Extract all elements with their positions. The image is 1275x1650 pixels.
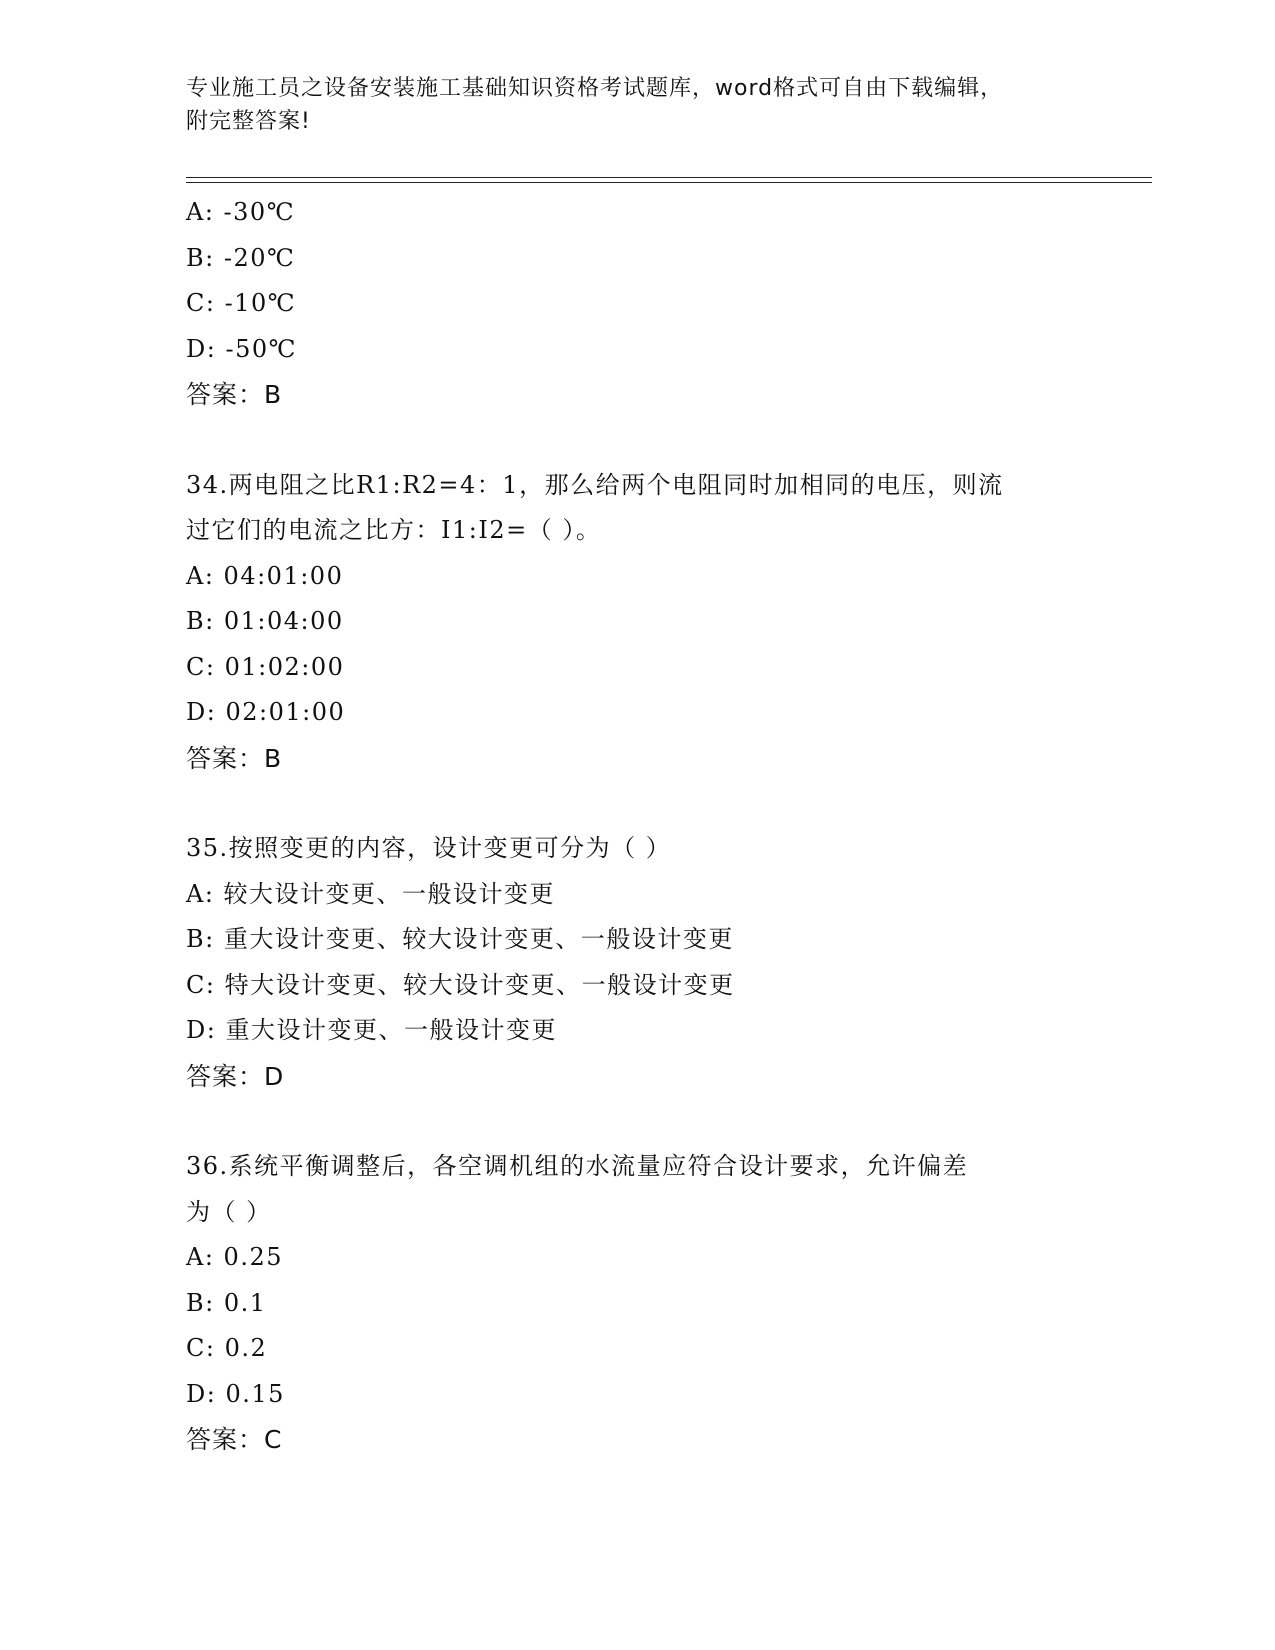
question-list	[186, 190, 1086, 1463]
option-d: D: 0.15	[186, 1379, 285, 1408]
option-a: A: 0.25	[186, 1243, 283, 1271]
option-a: A: 较大设计变更、一般设计变更	[186, 879, 556, 908]
option-c: C: 01:02:00	[186, 652, 345, 681]
header-rule-top	[186, 177, 1152, 178]
question-36	[186, 1144, 1086, 1463]
question-33	[186, 190, 1086, 418]
question-title-line-1: 36.系统平衡调整后，各空调机组的水流量应符合设计要求，允许偏差	[186, 1152, 969, 1180]
question-gap	[186, 1099, 1086, 1144]
option-b: B: 01:04:00	[186, 607, 344, 635]
option-d: D: -50℃	[186, 334, 297, 363]
question-35	[186, 826, 1086, 1099]
question-title-line-2: 过它们的电流之比方：I1:I2=（ ）。	[186, 516, 602, 544]
question-title-line-1: 35.按照变更的内容，设计变更可分为（ ）	[186, 834, 672, 862]
answer-line: 答案：B	[186, 743, 283, 773]
option-c: C: -10℃	[186, 289, 297, 317]
option-d: D: 02:01:00	[186, 698, 346, 726]
document-header	[186, 72, 1066, 138]
question-title-line-1: 34.两电阻之比R1:R2=4：1，那么给两个电阻同时加相同的电压，则流	[186, 470, 1004, 499]
question-gap	[186, 418, 1086, 463]
option-a: A: 04:01:00	[186, 561, 344, 590]
option-b: B: -20℃	[186, 243, 296, 272]
option-b: B: 重大设计变更、较大设计变更、一般设计变更	[186, 925, 734, 953]
option-b: B: 0.1	[186, 1288, 267, 1317]
answer-line: 答案：C	[186, 1425, 283, 1454]
header-rule-bottom	[186, 182, 1152, 183]
option-d: D: 重大设计变更、一般设计变更	[186, 1016, 557, 1044]
question-gap	[186, 781, 1086, 826]
question-title-line-2: 为（ ）	[186, 1197, 272, 1226]
answer-line: 答案：D	[186, 1061, 285, 1091]
option-c: C: 特大设计变更、较大设计变更、一般设计变更	[186, 970, 735, 999]
option-c: C: 0.2	[186, 1334, 268, 1362]
answer-line: 答案：B	[186, 380, 283, 409]
header-line-1: 专业施工员之设备安装施工基础知识资格考试题库，word格式可自由下载编辑，	[186, 76, 1004, 101]
question-34	[186, 463, 1086, 782]
header-line-2: 附完整答案!	[186, 109, 311, 134]
option-a: A: -30℃	[186, 198, 296, 226]
